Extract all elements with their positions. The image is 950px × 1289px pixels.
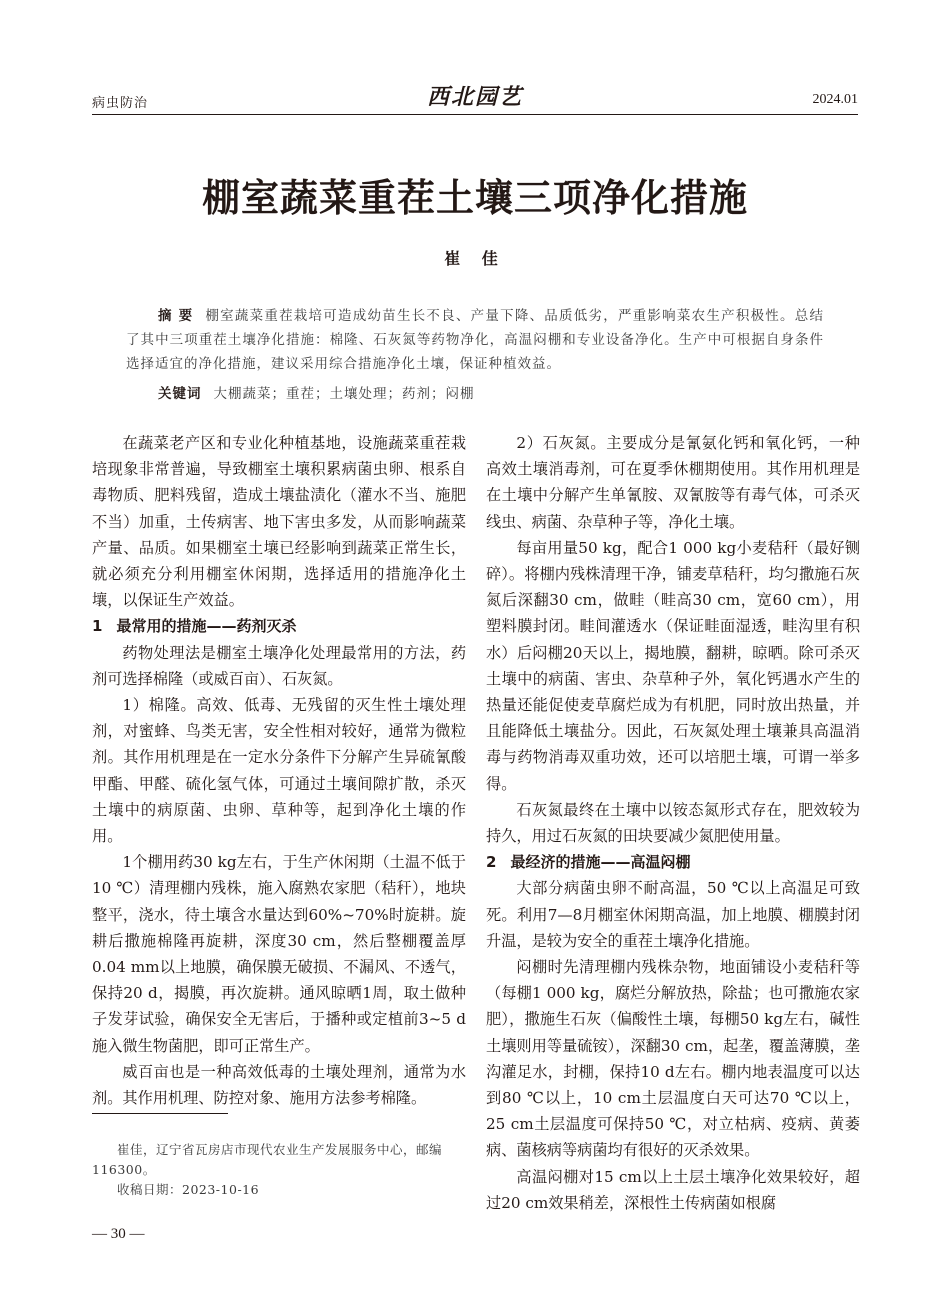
section-number: 2	[486, 853, 497, 872]
header-divider	[92, 114, 858, 115]
left-column	[92, 430, 466, 1111]
keywords-label: 关键词	[158, 386, 202, 402]
abstract-label: 摘 要	[158, 308, 194, 324]
paragraph: 1）棉隆。高效、低毒、无残留的灭生性土壤处理剂，对蜜蜂、鸟类无害，安全性相对较好，通常为微粒剂。其作用机理是在一定水分条件下分解产生异硫氰酸甲酯、甲醛、硫化氢气体，可通过土壤间隙扩散，杀灭土壤中的病原菌、虫卵、草种等，起到净化土壤的作用。	[92, 696, 466, 846]
section-heading-text: 最经济的措施——高温闷棚	[510, 853, 691, 872]
section-heading-2	[486, 849, 860, 875]
paragraph: 2）石灰氮。主要成分是氰氨化钙和氧化钙，一种高效土壤消毒剂，可在夏季休棚期使用。其作用机理是在土壤中分解产生单氰胺、双氰胺等有毒气体，可杀灭线虫、病菌、杂草种子等，净化土壤。	[486, 434, 860, 531]
section-heading-text: 最常用的措施——药剂灭杀	[116, 617, 297, 636]
author-affiliation: 崔佳，辽宁省瓦房店市现代农业生产发展服务中心，邮编116300。	[92, 1142, 443, 1177]
issue-number: 2024.01	[812, 92, 858, 107]
footnote-divider	[92, 1113, 228, 1114]
abstract-block	[126, 304, 824, 406]
paragraph: 1个棚用药30 kg左右，于生产休闲期（土温不低于10 ℃）清理棚内残株，施入腐熟农家肥（秸秆），地块整平，浇水，待土壤含水量达到60%~70%时旋耕。旋耕后撒施棉隆再旋耕，深度30 cm，然后整棚覆盖厚0.04 mm以上地膜，确保膜无破损、不漏风、不透气，保持20 d，揭膜，再次旋耕。通风晾晒1周，取土做种子发芽试验，确保安全无害后，于播种或定植前3~5 d施入微生物菌肥，即可正常生产。	[92, 853, 466, 1055]
keywords-row	[126, 382, 824, 406]
paragraph: 每亩用量50 kg，配合1 000 kg小麦秸秆（最好铡碎）。将棚内残株清理干净，铺麦草秸秆，均匀撒施石灰氮后深翻30 cm，做畦（畦高30 cm，宽60 cm），用塑料膜封闭。畦间灌透水（保证畦面湿透，畦沟里有积水）后闷棚20天以上，揭地膜，翻耕，晾晒。除可杀灭土壤中的病菌、害虫、杂草种子外，氧化钙遇水产生的热量还能促使麦草腐烂成为有机肥，同时放出热量，并且能降低土壤盐分。因此，石灰氮处理土壤兼具高温消毒与药物消毒双重功效，还可以培肥土壤，可谓一举多得。	[486, 538, 860, 793]
author-name: 崔 佳	[444, 249, 506, 268]
paragraph: 石灰氮最终在土壤中以铵态氮形式存在，肥效较为持久，用过石灰氮的田块要减少氮肥使用量。	[486, 800, 860, 846]
paragraph: 药物处理法是棚室土壤净化处理最常用的方法，药剂可选择棉隆（或威百亩）、石灰氮。	[92, 643, 466, 688]
keywords-text: 大棚蔬菜；重茬；土壤处理；药剂；闷棚	[213, 386, 475, 402]
paragraph: 高温闷棚对15 cm以上土层土壤净化效果较好，超过20 cm效果稍差，深根性土传病菌如根腐	[486, 1167, 860, 1212]
paragraph: 威百亩也是一种高效低毒的土壤处理剂，通常为水剂。其作用机理、防控对象、施用方法参考棉隆。	[92, 1062, 466, 1108]
abstract-text: 棚室蔬菜重茬栽培可造成幼苗生长不良、产量下降、品质低劣，严重影响菜农生产积极性。总结了其中三项重茬土壤净化措施：棉隆、石灰氮等药物净化，高温闷棚和专业设备净化。生产中可根据自身条件选择适宜的净化措施，建议采用综合措施净化土壤，保证种植效益。	[126, 308, 824, 372]
paragraph: 闷棚时先清理棚内残株杂物，地面铺设小麦秸秆等（每棚1 000 kg，腐烂分解放热，除盐；也可撒施农家肥），撒施生石灰（偏酸性土壤，每棚50 kg左右，碱性土壤则用等量硫铵），深翻30 cm，起垄，覆盖薄膜，垄沟灌足水，封棚，保持10 d左右。棚内地表温度可以达到80 ℃以上，10 cm土层温度白天可达70 ℃以上，25 cm土层温度可保持50 ℃，对立枯病、疫病、黄萎病、菌核病等病菌均有很好的灭杀效果。	[486, 958, 860, 1160]
right-column	[486, 430, 860, 1216]
section-number: 1	[92, 617, 103, 636]
section-label: 病虫防治	[92, 96, 149, 111]
footnote	[92, 1140, 466, 1200]
article-title: 棚室蔬菜重茬土壤三项净化措施	[201, 175, 748, 220]
section-heading-1	[92, 613, 466, 639]
paragraph: 大部分病菌虫卵不耐高温，50 ℃以上高温足可致死。利用7—8月棚室休闲期高温，加上地膜、棚膜封闭升温，是较为安全的重茬土壤净化措施。	[486, 879, 860, 950]
received-date: 收稿日期：2023-10-16	[117, 1182, 260, 1197]
journal-logo: 西北园艺	[426, 84, 523, 110]
intro-paragraph: 在蔬菜老产区和专业化种植基地，设施蔬菜重茬栽培现象非常普遍，导致棚室土壤积累病菌虫卵、根系自毒物质、肥料残留，造成土壤盐渍化（灌水不当、施肥不当）加重，土传病害、地下害虫多发，从而影响蔬菜产量、品质。如果棚室土壤已经影响到蔬菜正常生长，就必须充分利用棚室休闲期，选择适用的措施净化土壤，以保证生产效益。	[92, 434, 466, 610]
page-number: — 30 —	[92, 1226, 145, 1242]
